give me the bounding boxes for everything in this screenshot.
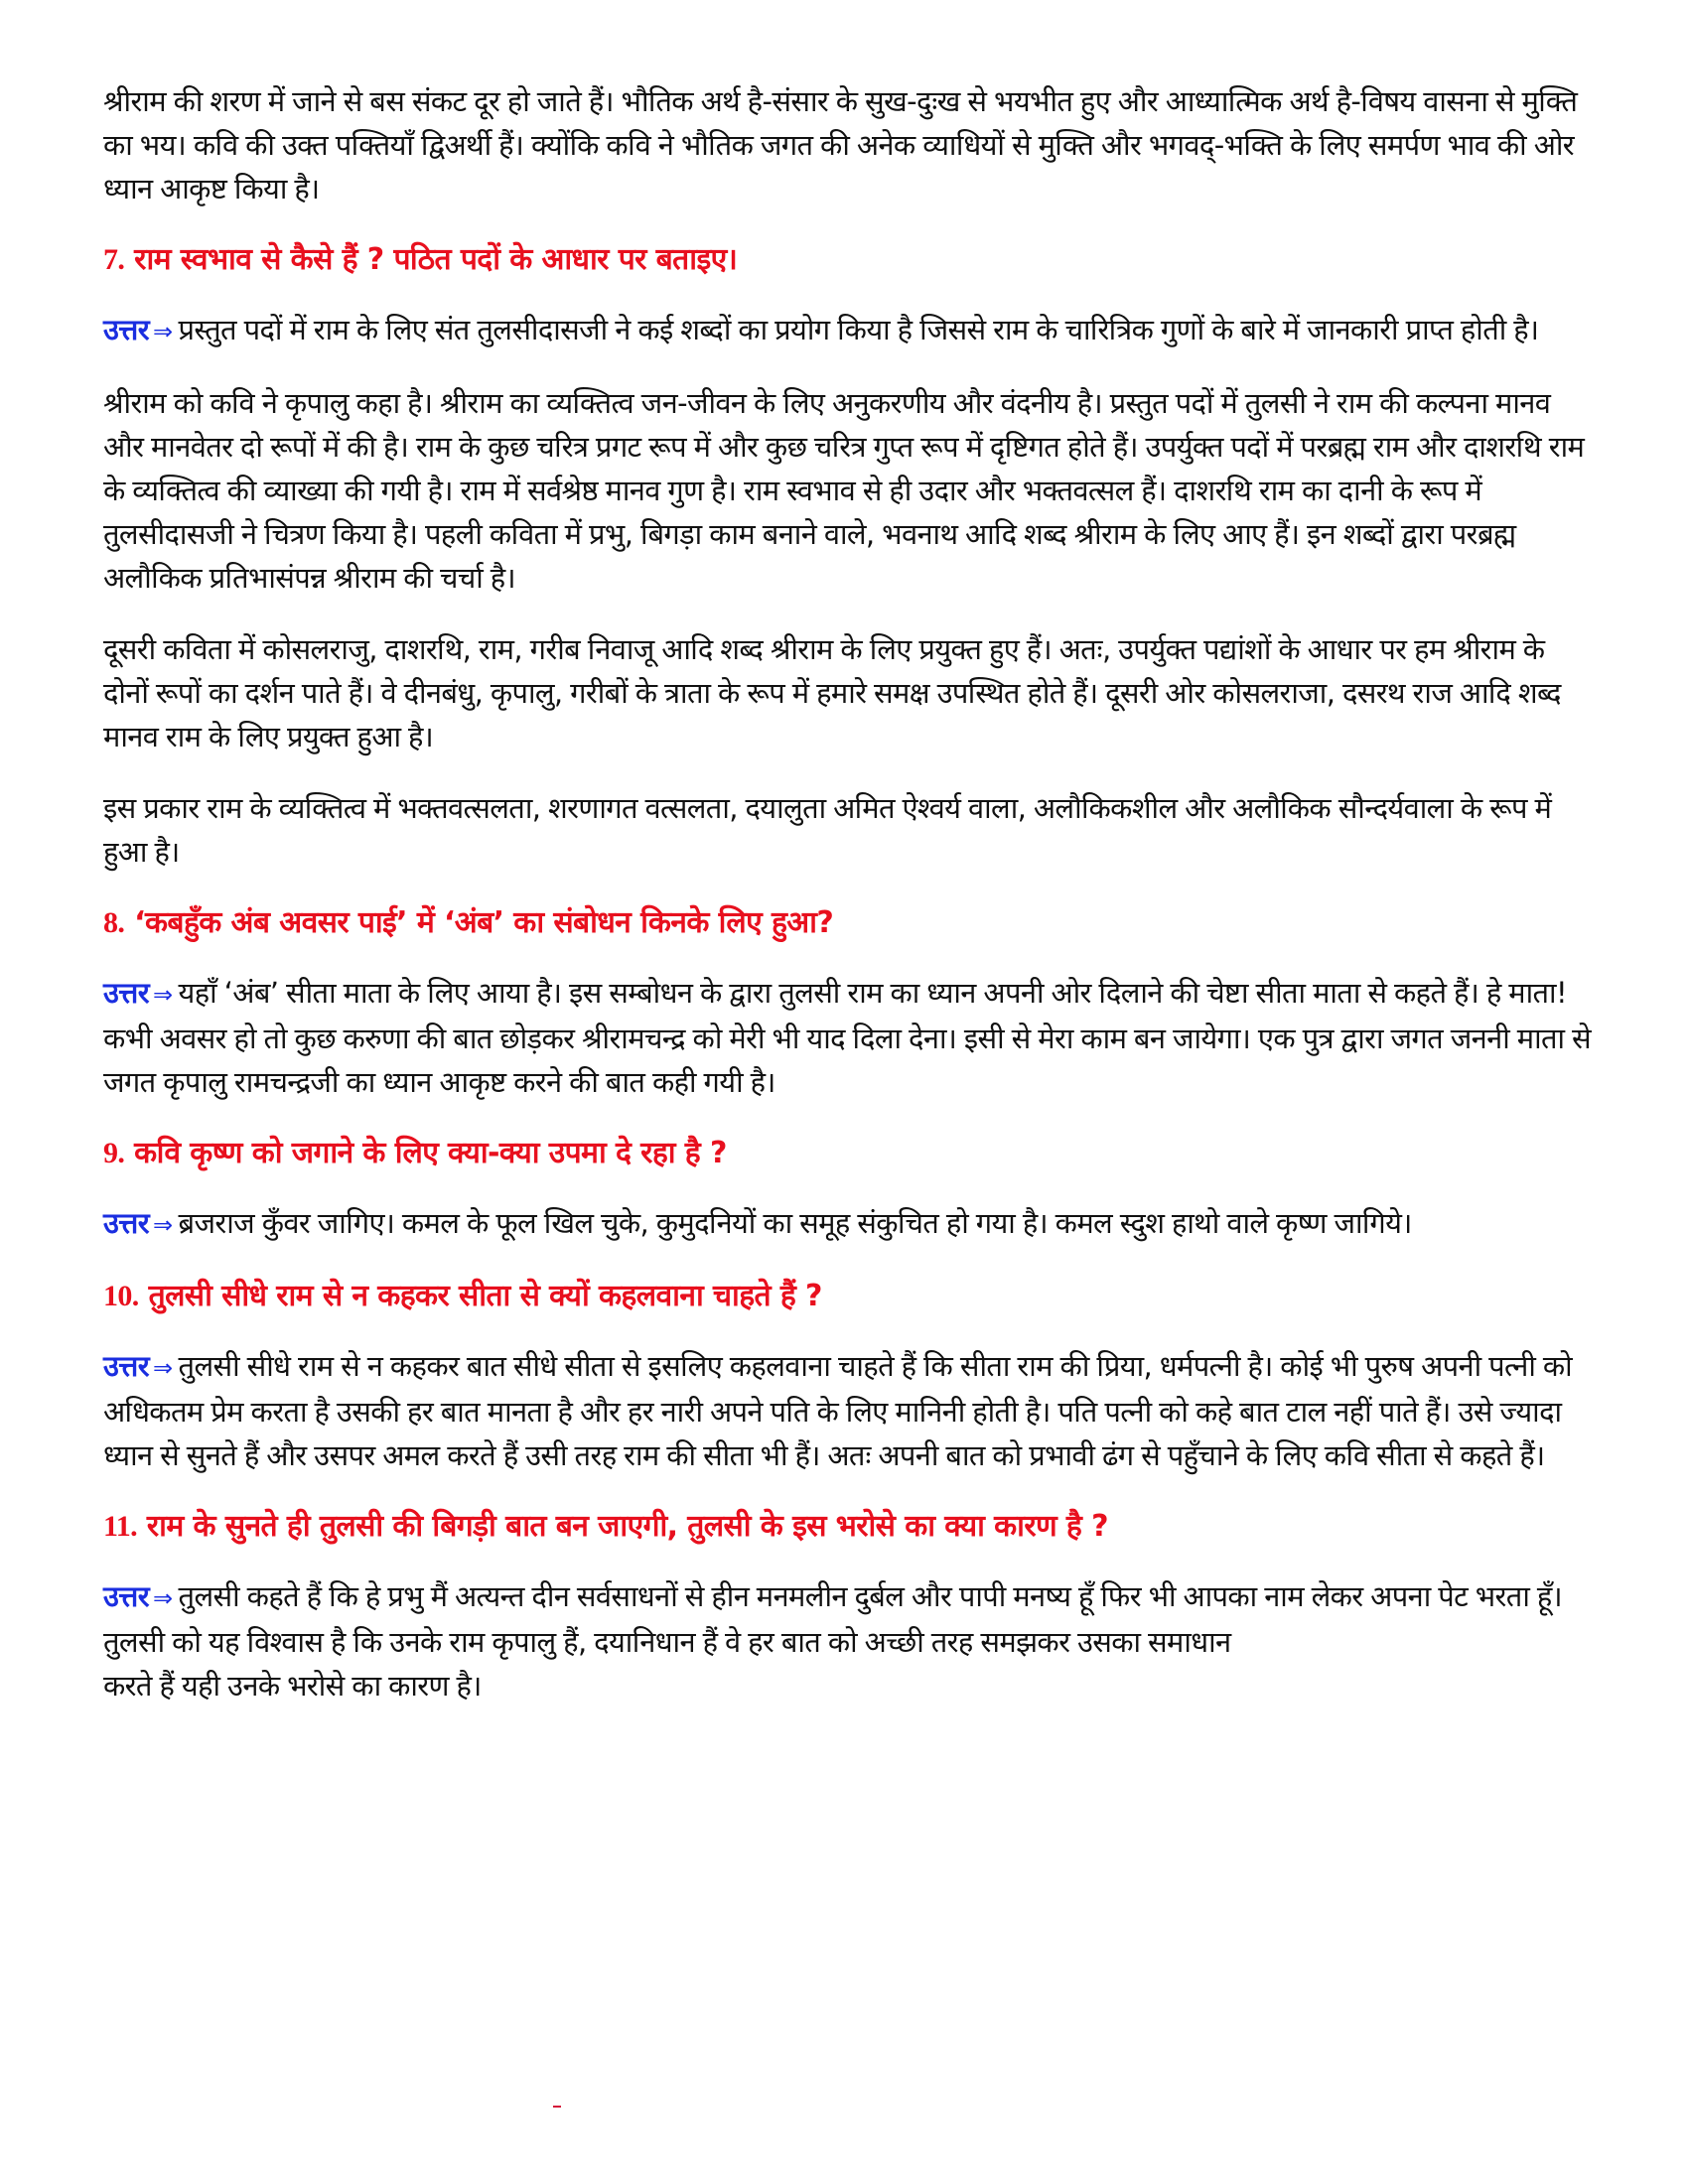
answer-text: प्रस्तुत पदों में राम के लिए संत तुलसीदासजी ने कई शब्दों का प्रयोग किया है जिससे राम के चारित्रिक गुणों के बारे में जानकारी प्राप्त होती है। [178, 313, 1539, 346]
question-text: तुलसी सीधे राम से न कहकर सीता से क्यों कहलवाना चाहते हैं ? [148, 1279, 822, 1313]
answer-text: तुलसी कहते हैं कि हे प्रभु मैं अत्यन्त दीन सर्वसाधनों से हीन मनमलीन दुर्बल और पापी मनष्य हूँ फिर भी आपका नाम लेकर अपना पेट भरता हूँ। तुलसी को यह विश्वास है कि उनके राम कृपालु हैं, दयानिधान हैं वे हर बात को अच्छी तरह समझकर उसका समाधान [103, 1579, 1563, 1659]
answer-label: उत्तर [103, 1579, 149, 1613]
qa-block-10 [103, 1275, 1593, 1477]
question-text: राम के सुनते ही तुलसी की बिगड़ी बात बन जाएगी, तुलसी के इस भरोसे का क्या कारण है ? [146, 1509, 1108, 1544]
answer-text-continued: करते हैं यही उनके भरोसे का कारण है। [103, 1669, 482, 1703]
question-number: 11. [103, 1510, 138, 1543]
question-10 [103, 1275, 1593, 1318]
qa-block-11 [103, 1505, 1593, 1707]
answer-11 [103, 1574, 1593, 1707]
answer-10 [103, 1344, 1593, 1477]
qa-block-9 [103, 1132, 1593, 1247]
question-7 [103, 238, 1593, 282]
question-8 [103, 901, 1593, 945]
answer-8 [103, 971, 1593, 1104]
answer-7 [103, 308, 1593, 353]
answer-text: यहाँ ‘अंब’ सीता माता के लिए आया है। इस सम्बोधन के द्वारा तुलसी राम का ध्यान अपनी ओर दिलाने की चेष्टा सीता माता से कहते हैं। हे माता! कभी अवसर हो तो कुछ करुणा की बात छोड़कर श्रीरामचन्द्र को मेरी भी याद दिला देना। इसी से मेरा काम बन जायेगा। एक पुत्र द्वारा जगत जननी माता से जगत कृपालु रामचन्द्रजी का ध्यान आकृष्ट करने की बात कही गयी है। [103, 976, 1592, 1099]
question-text: कवि कृष्ण को जगाने के लिए क्या-क्या उपमा दे रहा है ? [134, 1136, 727, 1170]
question-number: 8. [103, 906, 125, 939]
question-text: ‘कबहुँक अंब अवसर पाई’ में ‘अंब’ का संबोधन किनके लिए हुआ? [134, 905, 834, 940]
answer-7-paragraph: श्रीराम को कवि ने कृपालु कहा है। श्रीराम का व्यक्तित्व जन-जीवन के लिए अनुकरणीय और वंदनीय है। प्रस्तुत पदों में तुलसी ने राम की कल्पना मानव और मानवेतर दो रूपों में की है। राम के कुछ चरित्र प्रगट रूप में और कुछ चरित्र गुप्त रूप में दृष्टिगत होते हैं। उपर्युक्त पदों में परब्रह्म राम और दाशरथि राम के व्यक्तित्व की व्याख्या की गयी है। राम में सर्वश्रेष्ठ मानव गुण है। राम स्वभाव से ही उदार और भक्तवत्सल हैं। दाशरथि राम का दानी के रूप में तुलसीदासजी ने चित्रण किया है। पहली कविता में प्रभु, बिगड़ा काम बनाने वाले, भवनाथ आदि शब्द श्रीराम के लिए आए हैं। इन शब्दों द्वारा परब्रह्म अलौकिक प्रतिभासंपन्न श्रीराम की चर्चा है। [103, 386, 1585, 595]
right-double-arrow-icon: ⇒ [153, 1211, 173, 1239]
right-double-arrow-icon: ⇒ [153, 1584, 173, 1612]
answer-label: उत्तर [103, 313, 149, 346]
qa-block-8 [103, 901, 1593, 1104]
answer-7-paragraph: दूसरी कविता में कोसलराजु, दाशरथि, राम, गरीब निवाजू आदि शब्द श्रीराम के लिए प्रयुक्त हुए हैं। अतः, उपर्युक्त पद्यांशों के आधार पर हम श्रीराम के दोनों रूपों का दर्शन पाते हैं। वे दीनबंधु, कृपालु, गरीबों के त्राता के रूप में हमारे समक्ष उपस्थित होते हैं। दूसरी ओर कोसलराजा, दसरथ राज आदि शब्द मानव राम के लिए प्रयुक्त हुआ है। [103, 632, 1561, 753]
intro-paragraph: श्रीराम की शरण में जाने से बस संकट दूर हो जाते हैं। भौतिक अर्थ है-संसार के सुख-दुःख से भयभीत हुए और आध्यात्मिक अर्थ है-विषय वासना से मुक्ति का भय। कवि की उक्त पक्तियाँ द्विअर्थी हैं। क्योंकि कवि ने भौतिक जगत की अनेक व्याधियों से मुक्ति और भगवद्-भक्ति के लिए समर्पण भाव की ओर ध्यान आकृष्ट किया है। [103, 84, 1578, 205]
question-9 [103, 1132, 1593, 1175]
question-number: 9. [103, 1137, 125, 1169]
question-11 [103, 1505, 1593, 1549]
answer-label: उत्तर [103, 1349, 149, 1383]
qa-block-7 [103, 238, 1593, 874]
answer-text: ब्रजराज कुँवर जागिए। कमल के फूल खिल चुके, कुमुदनियों का समूह संकुचित हो गया है। कमल स्दुश हाथो वाले कृष्ण जागिये। [178, 1206, 1412, 1240]
answer-7-paragraph: इस प्रकार राम के व्यक्तित्व में भक्तवत्सलता, शरणागत वत्सलता, दयालुता अमित ऐश्वर्य वाला, अलौकिकशील और अलौकिक सौन्दर्यवाला के रूप में हुआ है। [103, 791, 1552, 869]
right-double-arrow-icon: ⇒ [153, 318, 173, 345]
answer-9 [103, 1201, 1593, 1247]
footer-mark [553, 2106, 561, 2108]
answer-label: उत्तर [103, 976, 149, 1010]
right-double-arrow-icon: ⇒ [153, 981, 173, 1009]
right-double-arrow-icon: ⇒ [153, 1354, 173, 1382]
answer-label: उत्तर [103, 1206, 149, 1240]
answer-text: तुलसी सीधे राम से न कहकर बात सीधे सीता से इसलिए कहलवाना चाहते हैं कि सीता राम की प्रिया, धर्मपत्नी है। कोई भी पुरुष अपनी पत्नी को अधिकतम प्रेम करता है उसकी हर बात मानता है और हर नारी अपने पति के लिए मानिनी होती है। पति पत्नी को कहे बात टाल नहीं पाते हैं। उसे ज्यादा ध्यान से सुनते हैं और उसपर अमल करते हैं उसी तरह राम की सीता भी हैं। अतः अपनी बात को प्रभावी ढंग से पहुँचाने के लिए कवि सीता से कहते हैं। [103, 1349, 1573, 1472]
question-number: 7. [103, 243, 125, 276]
question-text: राम स्वभाव से कैसे हैं ? पठित पदों के आधार पर बताइए। [134, 242, 738, 277]
document-page [103, 79, 1593, 1735]
question-number: 10. [103, 1280, 139, 1312]
